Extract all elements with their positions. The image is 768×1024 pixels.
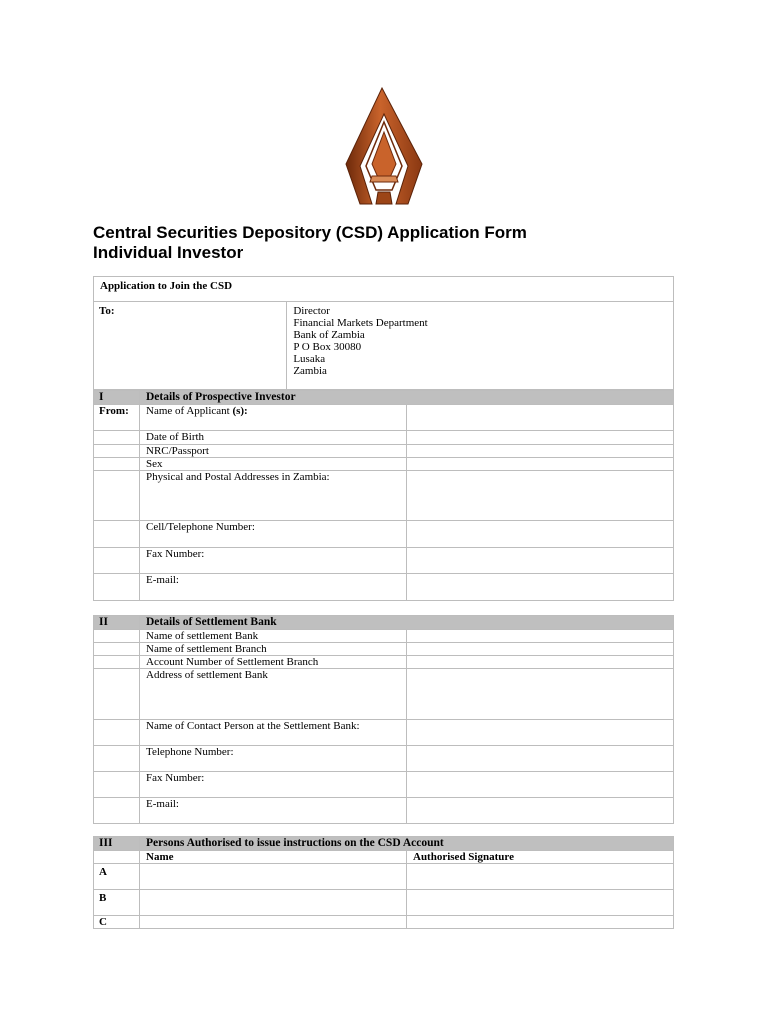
contact-person-input[interactable]	[407, 720, 674, 746]
section-title: Persons Authorised to issue instructions on the CSD Account	[140, 837, 674, 851]
authorised-name-input[interactable]	[140, 890, 407, 916]
section-number: I	[94, 391, 140, 405]
bank-email-input[interactable]	[407, 798, 674, 824]
section-title: Details of Prospective Investor	[140, 391, 674, 405]
field-label	[140, 405, 407, 431]
row-label: B	[94, 890, 140, 916]
authorised-signature-input[interactable]	[407, 864, 674, 890]
join-csd-table	[93, 276, 674, 390]
investor-details-table	[93, 390, 674, 601]
bank-of-zambia-logo-icon	[338, 86, 430, 208]
name-of-applicant-label: Name of Applicant	[146, 405, 233, 417]
field-label: Name of settlement Bank	[140, 630, 407, 643]
column-header-name: Name	[140, 851, 407, 864]
column-header-signature: Authorised Signature	[407, 851, 674, 864]
address-line: Director	[293, 305, 330, 317]
date-of-birth-input[interactable]	[407, 431, 674, 445]
address-line: Financial Markets Department	[293, 317, 428, 329]
field-label: Fax Number:	[140, 548, 407, 574]
form-title: Central Securities Depository (CSD) Application Form	[93, 223, 527, 242]
bank-telephone-input[interactable]	[407, 746, 674, 772]
field-label: Name of Contact Person at the Settlement Bank:	[140, 720, 407, 746]
field-label: Physical and Postal Addresses in Zambia:	[140, 471, 407, 521]
field-label: Address of settlement Bank	[140, 669, 407, 720]
bank-address-input[interactable]	[407, 669, 674, 720]
settlement-bank-input[interactable]	[407, 630, 674, 643]
field-label: NRC/Passport	[140, 445, 407, 458]
nrc-passport-input[interactable]	[407, 445, 674, 458]
bank-fax-input[interactable]	[407, 772, 674, 798]
field-label: E-mail:	[140, 798, 407, 824]
field-label: Telephone Number:	[140, 746, 407, 772]
sex-input[interactable]	[407, 458, 674, 471]
name-of-applicant-suffix: (s):	[232, 405, 248, 417]
section-title: Details of Settlement Bank	[140, 616, 674, 630]
to-label: To:	[94, 302, 287, 390]
row-label: A	[94, 864, 140, 890]
field-label: Sex	[140, 458, 407, 471]
account-number-input[interactable]	[407, 656, 674, 669]
email-input[interactable]	[407, 574, 674, 601]
section-number: III	[94, 837, 140, 851]
address-line: Bank of Zambia	[293, 329, 365, 341]
address-line: Zambia	[293, 365, 327, 377]
authorised-name-input[interactable]	[140, 916, 407, 929]
field-label: Account Number of Settlement Branch	[140, 656, 407, 669]
form-subtitle: Individual Investor	[93, 243, 244, 262]
field-label: Fax Number:	[140, 772, 407, 798]
settlement-branch-input[interactable]	[407, 643, 674, 656]
from-label: From:	[94, 405, 140, 431]
authorised-persons-table	[93, 836, 674, 929]
telephone-input[interactable]	[407, 521, 674, 548]
recipient-address	[287, 302, 674, 390]
applicant-name-input[interactable]	[407, 405, 674, 431]
authorised-signature-input[interactable]	[407, 916, 674, 929]
address-line: P O Box 30080	[293, 341, 362, 353]
addresses-input[interactable]	[407, 471, 674, 521]
join-heading: Application to Join the CSD	[94, 277, 674, 302]
authorised-signature-input[interactable]	[407, 890, 674, 916]
settlement-bank-table	[93, 615, 674, 824]
address-line: Lusaka	[293, 353, 326, 365]
field-label: Name of settlement Branch	[140, 643, 407, 656]
field-label: Date of Birth	[140, 431, 407, 445]
section-number: II	[94, 616, 140, 630]
row-label: C	[94, 916, 140, 929]
field-label: E-mail:	[140, 574, 407, 601]
authorised-name-input[interactable]	[140, 864, 407, 890]
fax-input[interactable]	[407, 548, 674, 574]
field-label: Cell/Telephone Number:	[140, 521, 407, 548]
